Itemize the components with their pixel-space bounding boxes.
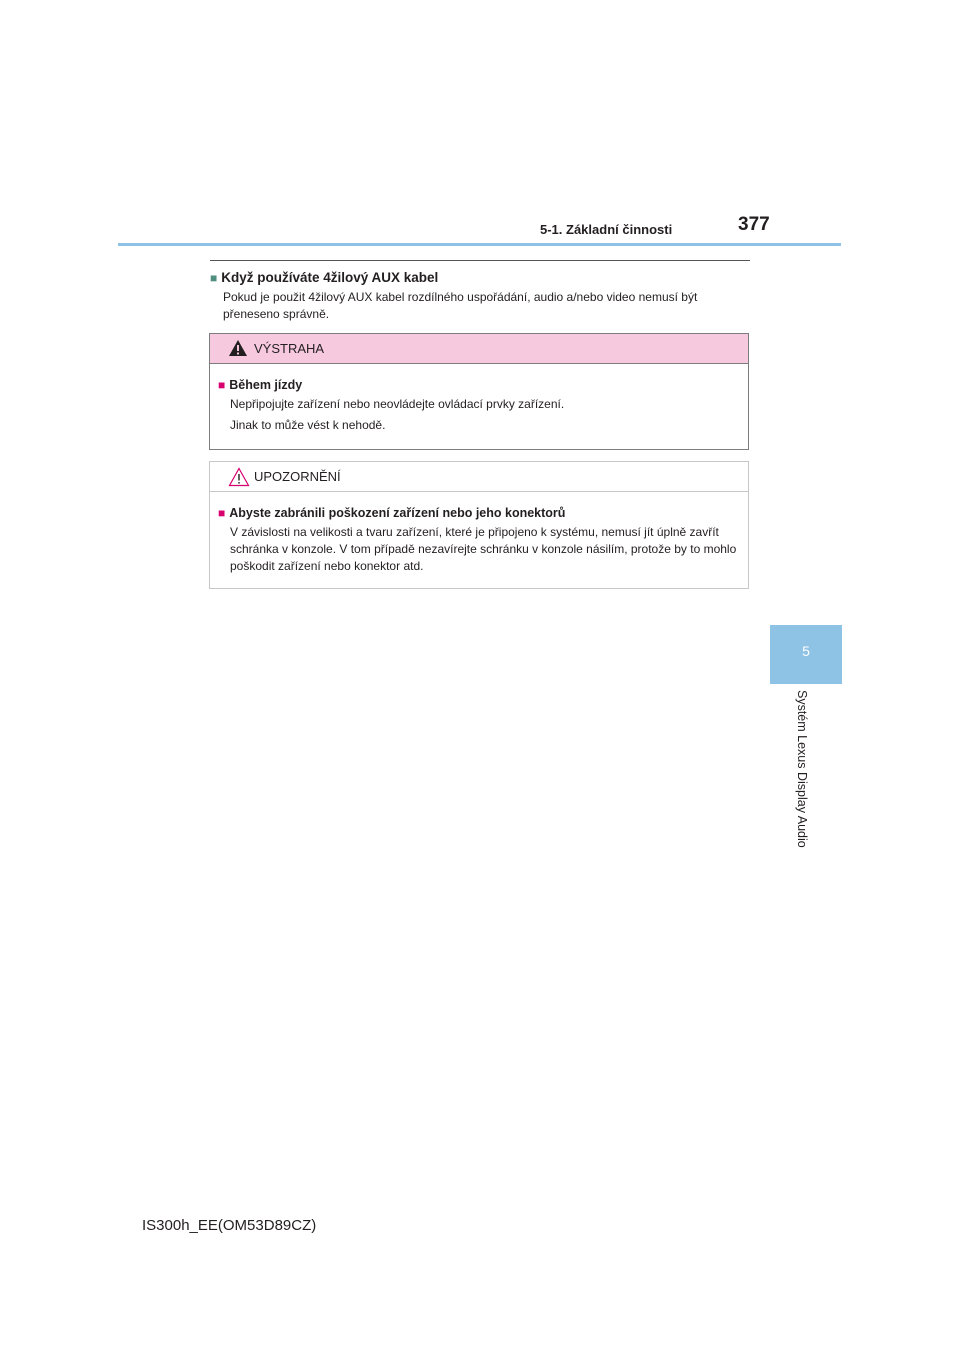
header-section-title: 5-1. Základní činnosti [540, 222, 673, 237]
header-divider [118, 243, 841, 246]
warning-item-title: Během jízdy [229, 378, 303, 392]
manual-code: IS300h_EE(OM53D89CZ) [142, 1217, 317, 1234]
warning-line: Nepřipojujte zařízení nebo neovládejte ovládací prvky zařízení. [230, 397, 565, 411]
caution-label: UPOZORNĚNÍ [254, 469, 341, 484]
chapter-title: Systém Lexus Display Audio [795, 690, 809, 848]
warning-box [209, 333, 749, 450]
caution-content [210, 492, 748, 575]
warning-line: Jinak to může vést k nehodě. [230, 418, 386, 432]
caution-body: V závislosti na velikosti a tvaru zařízení, které je připojeno k systému, nemusí jít úplně zavřít schránka v konzole. V tom případě nezavírejte schránku v konzole násilím, protože by to mohlo poškodit zařízení nebo konektor atd. [230, 525, 737, 573]
warning-header [210, 334, 748, 364]
caution-box [209, 461, 749, 589]
section-divider [210, 260, 750, 261]
note-title-text: Když používáte 4žilový AUX kabel [221, 270, 439, 285]
warning-triangle-icon [228, 339, 248, 357]
square-bullet-icon: ■ [218, 378, 226, 392]
note-body: Pokud je použit 4žilový AUX kabel rozdílného uspořádání, audio a/nebo video nemusí být přeneseno správně. [223, 290, 698, 321]
caution-header [210, 462, 748, 492]
caution-triangle-icon [228, 467, 250, 487]
warning-item-heading [218, 378, 738, 392]
note-block [210, 270, 750, 323]
chapter-tab[interactable]: 5 [770, 625, 842, 684]
caution-item-title: Abyste zabránili poškození zařízení nebo jeho konektorů [229, 506, 566, 520]
page-number: 377 [738, 214, 770, 235]
square-bullet-icon: ■ [218, 506, 226, 520]
warning-label: VÝSTRAHA [254, 341, 325, 356]
caution-item-heading [218, 506, 738, 520]
warning-content [210, 364, 748, 434]
square-bullet-icon: ■ [210, 271, 218, 285]
chapter-side-label [795, 690, 815, 890]
note-heading [210, 270, 750, 285]
